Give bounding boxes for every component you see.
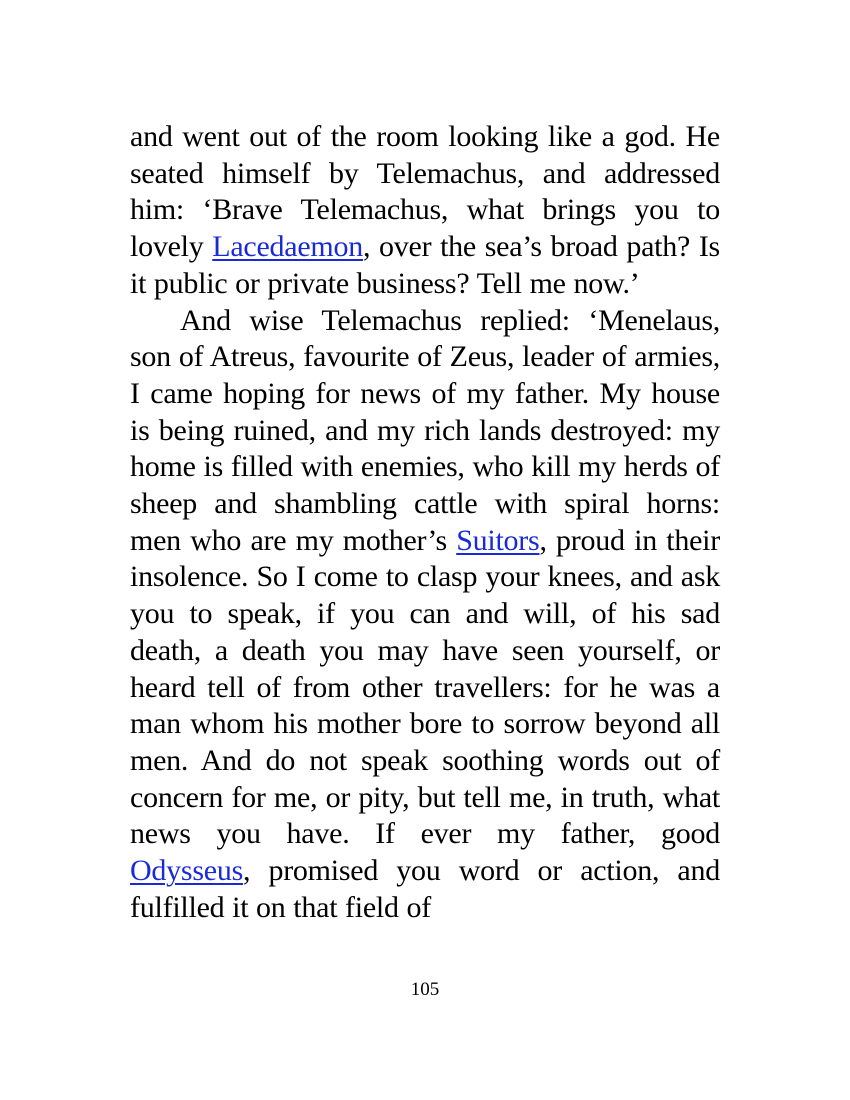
body-text <box>130 119 720 926</box>
odysseus-link[interactable]: Odysseus <box>130 854 244 888</box>
paragraph-1-text-2: , over the sea’s broad path? Is it public or private business? Tell me now.’ <box>130 230 720 300</box>
paragraph-2-text-1: And wise Telemachus replied: ‘Menelaus, son of Atreus, favourite of Zeus, leader of armies, I came hoping for news of my father. My house is being ruined, and my rich lands destroyed: my home is filled with enemies, who kill my herds of sheep and shambling cattle with spiral horns: men who are my mother’s <box>130 303 720 557</box>
paragraph-2-text-2: , proud in their insolence. So I come to clasp your knees, and ask you to speak, if you can and will, of his sad death, a death you may have seen yourself, or heard tell of from other travellers: for he was a man whom his mother bore to sorrow beyond all men. And do not speak soothing words out of concern for me, or pity, but tell me, in truth, what news you have. If ever my father, good <box>130 523 720 851</box>
lacedaemon-link[interactable]: Lacedaemon <box>212 230 363 264</box>
paragraph-2 <box>130 303 720 927</box>
page-number: 105 <box>410 979 440 1000</box>
suitors-link[interactable]: Suitors <box>456 523 540 557</box>
paragraph-2-text-3: , promised you word or action, and fulfilled it on that field of <box>130 854 720 924</box>
paragraph-1 <box>130 119 720 303</box>
paragraph-1-text-1: and went out of the room looking like a god. He seated himself by Telemachus, and addressed him: ‘Brave Telemachus, what brings you to lovely <box>130 120 720 264</box>
